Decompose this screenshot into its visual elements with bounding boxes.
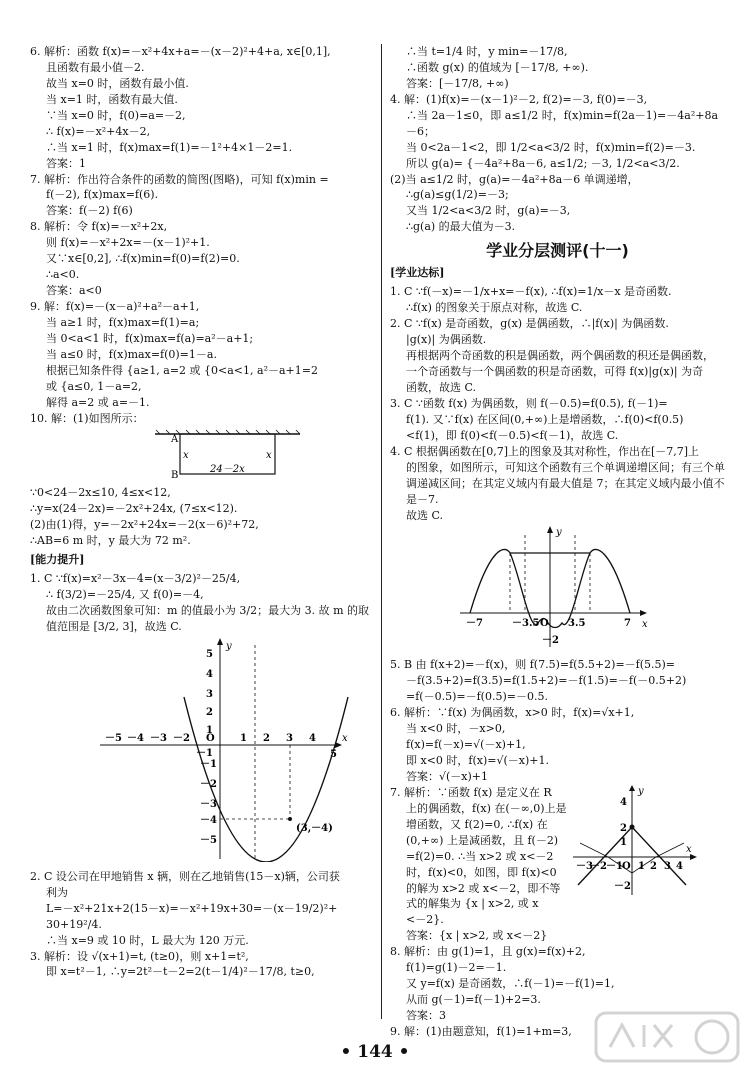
text-line: 10. 解：(1)如图所示： [30, 411, 144, 425]
x-tick: 2 [650, 860, 657, 872]
x-tick: 1 [638, 860, 645, 872]
text-line: 1. C ∵f(x)=x²－3x－4=(x－3/2)²－25/4, [30, 572, 241, 586]
text-line: 1. C ∵f(－x)=－1/x+x=－f(x), ∴f(x)=1/x－x 是奇函数. [390, 285, 672, 299]
y-axis-label: y [556, 527, 562, 539]
y-tick: －2 [614, 880, 631, 892]
y-tick: －5 [200, 834, 217, 846]
y-tick: 4 [206, 668, 213, 680]
text-line: ∴g(a)≤g(1/2)=－3; [406, 188, 509, 202]
text-line: 9. 解：f(x)=－(x－a)²+a²－a+1, [30, 300, 200, 313]
text-line: 9. 解：(1)由题意知，f(1)=1+m=3, [390, 1024, 572, 1038]
column-divider [381, 44, 382, 1019]
text-line: 从而 g(－1)=f(－1)+2=3. [406, 993, 541, 1007]
section-heading: [能力提升] [30, 553, 85, 567]
x-tick: －2 [173, 732, 190, 744]
x-tick: －3 [576, 860, 593, 872]
text-line: 5. B 由 f(x+2)=－f(x)，则 f(7.5)=f(5.5+2)=－f(5.5)= [390, 658, 676, 672]
x-tick: －1 [196, 747, 213, 759]
text-line: 解得 a=2 或 a=－1. [46, 395, 150, 409]
text-line: 又当 1/2<a<3/2 时，g(a)=－3, [406, 204, 571, 218]
text-line: ∴函数 g(x) 的值域为 [－17/8, +∞). [406, 60, 589, 74]
text-line: 利为 [46, 885, 68, 899]
x-tick: 4 [309, 732, 316, 744]
y-axis-label: y [638, 785, 644, 797]
text-line: ∴当 x=1 时，f(x)max=f(1)=－1²+4×1－2=1. [46, 140, 293, 154]
text-line: 的解为 x>2 或 x<－2，即不等 [406, 881, 561, 895]
x-tick: 1 [240, 732, 247, 744]
rectangle-figure [30, 429, 370, 479]
y-tick: 1 [206, 724, 213, 736]
y-tick: －2 [200, 778, 217, 790]
x-tick: －1 [606, 860, 623, 872]
x-axis-label: x [342, 732, 348, 744]
text-line: 7. 解析：∵函数 f(x) 是定义在 R [390, 785, 552, 799]
even-function-figure [390, 525, 725, 650]
text-line: (0,+∞) 上是减函数，且 f(－2) [406, 833, 559, 847]
answer-line: 答案：[－17/8, +∞) [406, 76, 509, 90]
label-b: B [171, 469, 179, 479]
text-line: ∴ f(3/2)=－25/4, 又 f(0)=－4, [46, 588, 204, 602]
text-line: L=－x²+21x+2(15－x)=－x²+19x+30=－(x－19/2)²+ [46, 901, 338, 915]
text-line: ∴当 t=1/4 时，y min=－17/8, [406, 45, 568, 58]
x-tick: O [540, 618, 549, 630]
text-line: 时，f(x)<0，如图，即 f(x)<0 [406, 865, 557, 879]
text-line: ∴当 2a－1≤0，即 a≤1/2 时，f(x)min=f(2a－1)=－4a²+8a [406, 108, 719, 122]
text-line: 一个奇函数与一个偶函数的积是奇函数，可得 f(x)|g(x)| 为奇 [406, 365, 704, 379]
text-line: 的图象，如图所示，可知这个函数有三个单调递增区间；有三个单 [406, 460, 725, 474]
text-line: 故由二次函数图象可知：m 的值最小为 3/2；最大为 3. 故 m 的取 [46, 604, 370, 617]
y-tick: －3 [200, 798, 217, 810]
y-tick: 2 [620, 822, 627, 834]
x-tick: 3 [664, 860, 671, 872]
text-line: 故选 C. [406, 508, 444, 522]
text-line: ∴y=x(24－2x)=－2x²+24x, (7≤x<12). [30, 502, 238, 516]
page-number: • 144 • [340, 1042, 410, 1062]
text-line: (2)由(1)得，y=－2x²+24x=－2(x－6)²+72, [30, 518, 259, 532]
origin-label: O [206, 732, 215, 744]
text-line: ∵0<24－2x≤10, 4≤x<12, [30, 486, 171, 500]
y-tick: 5 [206, 648, 213, 660]
section-heading: [学业达标] [390, 266, 445, 280]
answer-line: 答案：a<0 [46, 284, 102, 298]
text-line: 又 y=f(x) 是奇函数，∴f(－1)=－f(1)=1, [406, 977, 615, 991]
x-tick: 5 [330, 748, 337, 760]
text-line: ∵当 x=0 时，f(0)=a=－2, [46, 108, 186, 122]
answer-line: 答案：1 [46, 156, 86, 170]
point-label: (3,－4) [296, 822, 333, 834]
x-tick: 7 [624, 618, 631, 630]
x-tick: －5 [105, 732, 122, 744]
text-line: 4. C 根据偶函数在[0,7]上的图象及其对称性，作出在[－7,7]上 [390, 444, 700, 458]
text-line: ∴f(x) 的图象关于原点对称，故选 C. [406, 301, 583, 315]
text-line: 且函数有最小值－2. [46, 60, 145, 74]
text-line: 6. 解析：∵f(x) 为偶函数，x>0 时，f(x)=√x+1, [390, 706, 635, 720]
text-line: 调递减区间；在其定义域内有最大值是 7；在其定义域内最小值不 [406, 476, 725, 490]
x-tick: －7 [466, 618, 483, 630]
y-tick: －4 [200, 814, 217, 826]
text-line: 上的偶函数，f(x) 在(－∞,0)上是 [406, 801, 567, 815]
section-title: 学业分层测评(十一) [486, 241, 629, 261]
left-column [30, 44, 370, 980]
text-line: 故当 x=0 时，函数有最小值. [46, 76, 189, 90]
min-label: －2 [542, 635, 559, 647]
watermark-logo [592, 1007, 742, 1067]
v-shape-figure [568, 785, 698, 897]
y-tick: 4 [620, 796, 627, 808]
text-line: 7. 解析：作出符合条件的函数的简图(图略)，可知 f(x)min = [30, 172, 329, 186]
y-tick: 1 [620, 836, 627, 848]
label-a: A [171, 433, 179, 445]
text-line: 值范围是 [3/2, 3]，故选 C. [46, 619, 182, 633]
x-tick: －3.5 [512, 618, 540, 630]
text-line: 则 f(x)=－x²+2x=－(x－1)²+1. [46, 236, 210, 250]
text-line: 当 0<2a－1<2，即 1/2<a<3/2 时，f(x)min=f(2)=－3. [406, 140, 696, 154]
label-x-right: x [266, 449, 272, 461]
text-line: 即 x=t²－1, ∴y=2t²－t－2=2(t－1/4)²－17/8, t≥0, [46, 965, 315, 979]
text-line: 当 a≤0 时，f(x)max=f(0)=1－a. [46, 347, 217, 361]
right-column [390, 44, 725, 1040]
text-line: f(1). 又∵f(x) 在区间(0,+∞)上是增函数，∴f(0)<f(0.5) [406, 412, 684, 426]
text-line: 当 a≥1 时，f(x)max=f(1)=a; [46, 315, 200, 329]
label-x-left: x [183, 449, 189, 461]
text-line: 式的解集为 {x | x>2, 或 x [406, 897, 539, 911]
text-line: 是－7. [406, 492, 439, 506]
text-line: 又∵x∈[0,2], ∴f(x)min=f(0)=f(2)=0. [46, 252, 240, 266]
x-axis-label: x [686, 843, 692, 855]
y-tick: －1 [200, 758, 217, 770]
text-line: f(1)=g(1)－2=－1. [406, 961, 507, 975]
text-line: (2)当 a≤1/2 时，g(a)=－4a²+8a－6 单调递增， [390, 172, 639, 186]
text-line: ∴ f(x)=－x²+4x－2, [46, 124, 151, 138]
text-line: ∴g(a) 的最大值为－3. [406, 220, 516, 234]
text-line: 8. 解析：由 g(1)=1，且 g(x)=f(x)+2, [390, 945, 586, 959]
text-line: 2. C ∵f(x) 是奇函数，g(x) 是偶函数，∴|f(x)| 为偶函数. [390, 317, 669, 331]
answer-line: 答案：3 [406, 1009, 446, 1022]
text-line: 增函数，又 f(2)=0, ∴f(x) 在 [406, 817, 548, 831]
text-line: 当 x<0 时，－x>0, [406, 722, 506, 736]
x-tick: 3.5 [568, 618, 586, 630]
text-line: 根据已知条件得 {a≥1, a=2 或 {0<a<1, a²－a+1=2 [46, 363, 318, 377]
text-line: f(－2), f(x)max=f(6). [46, 188, 159, 202]
parabola-figure [30, 637, 370, 862]
text-line: 当 x=1 时，函数有最大值. [46, 92, 178, 106]
text-line: 或 {a≤0, 1－a=2, [46, 379, 142, 393]
text-line: 函数，故选 C. [406, 381, 477, 394]
text-line: 所以 g(a)= {－4a²+8a－6, a≤1/2; －3, 1/2<a<3/2. [406, 156, 680, 170]
label-width: 24－2x [210, 463, 245, 475]
answer-line: 答案：f(－2) f(6) [46, 204, 133, 218]
y-tick: 3 [206, 688, 213, 700]
text-line: －f(3.5+2)=f(3.5)=f(1.5+2)=－f(1.5)=－f(－0.5+2) [406, 674, 687, 688]
y-tick: 2 [206, 706, 213, 718]
x-tick: 2 [263, 732, 270, 744]
text-line: |g(x)| 为偶函数. [406, 333, 487, 347]
text-line: f(x)=f(－x)=√(－x)+1, [406, 738, 526, 752]
y-axis-label: y [226, 640, 232, 652]
text-line: 2. C 设公司在甲地销售 x 辆，则在乙地销售(15－x)辆，公司获 [30, 869, 340, 883]
x-tick: －2 [590, 860, 607, 872]
x-tick: －3 [150, 732, 167, 744]
text-line: 当 0<a<1 时，f(x)max=f(a)=a²－a+1; [46, 331, 254, 345]
x-tick: 3 [286, 732, 293, 744]
x-axis-label: x [642, 619, 648, 631]
x-tick: 4 [676, 860, 683, 872]
text-line: <f(1)，即 f(0)<f(－0.5)<f(－1)，故选 C. [406, 428, 619, 442]
answer-line: 答案：{x | x>2, 或 x<－2} [406, 929, 548, 943]
text-line: =f(－0.5)=－f(0.5)=－0.5. [406, 690, 548, 704]
answer-line: 答案：√(－x)+1 [406, 769, 489, 783]
text-line: ∴a<0. [46, 268, 80, 282]
text-line: 6. 解析：函数 f(x)=－x²+4x+a=－(x－2)²+4+a, x∈[0,1], [30, 45, 331, 58]
text-line: 3. C ∵函数 f(x) 为偶函数，则 f(－0.5)=f(0.5), f(－1)= [390, 396, 668, 410]
text-line: 3. 解析：设 √(x+1)=t, (t≥0)，则 x+1=t², [30, 949, 249, 963]
text-line: =f(2)=0. ∴当 x>2 或 x<－2 [406, 849, 554, 863]
text-line: ∴当 x=9 或 10 时，L 最大为 120 万元. [46, 933, 249, 947]
text-line: 8. 解析：令 f(x)=－x²+2x, [30, 220, 168, 234]
text-line: 即 x<0 时，f(x)=√(－x)+1. [406, 754, 549, 767]
text-line: <－2}. [406, 913, 444, 927]
text-line: 再根据两个奇函数的积是偶函数，两个偶函数的积还是偶函数， [406, 349, 714, 363]
text-line: 4. 解：(1)f(x)=－(x－1)²－2, f(2)=－3, f(0)=－3, [390, 92, 648, 106]
text-line: 30+19²/4. [46, 917, 102, 931]
text-line: －6； [406, 124, 435, 138]
origin-label: O [622, 860, 631, 872]
x-tick: －4 [127, 732, 144, 744]
text-line: ∴AB=6 m 时，y 最大为 72 m². [30, 534, 191, 548]
